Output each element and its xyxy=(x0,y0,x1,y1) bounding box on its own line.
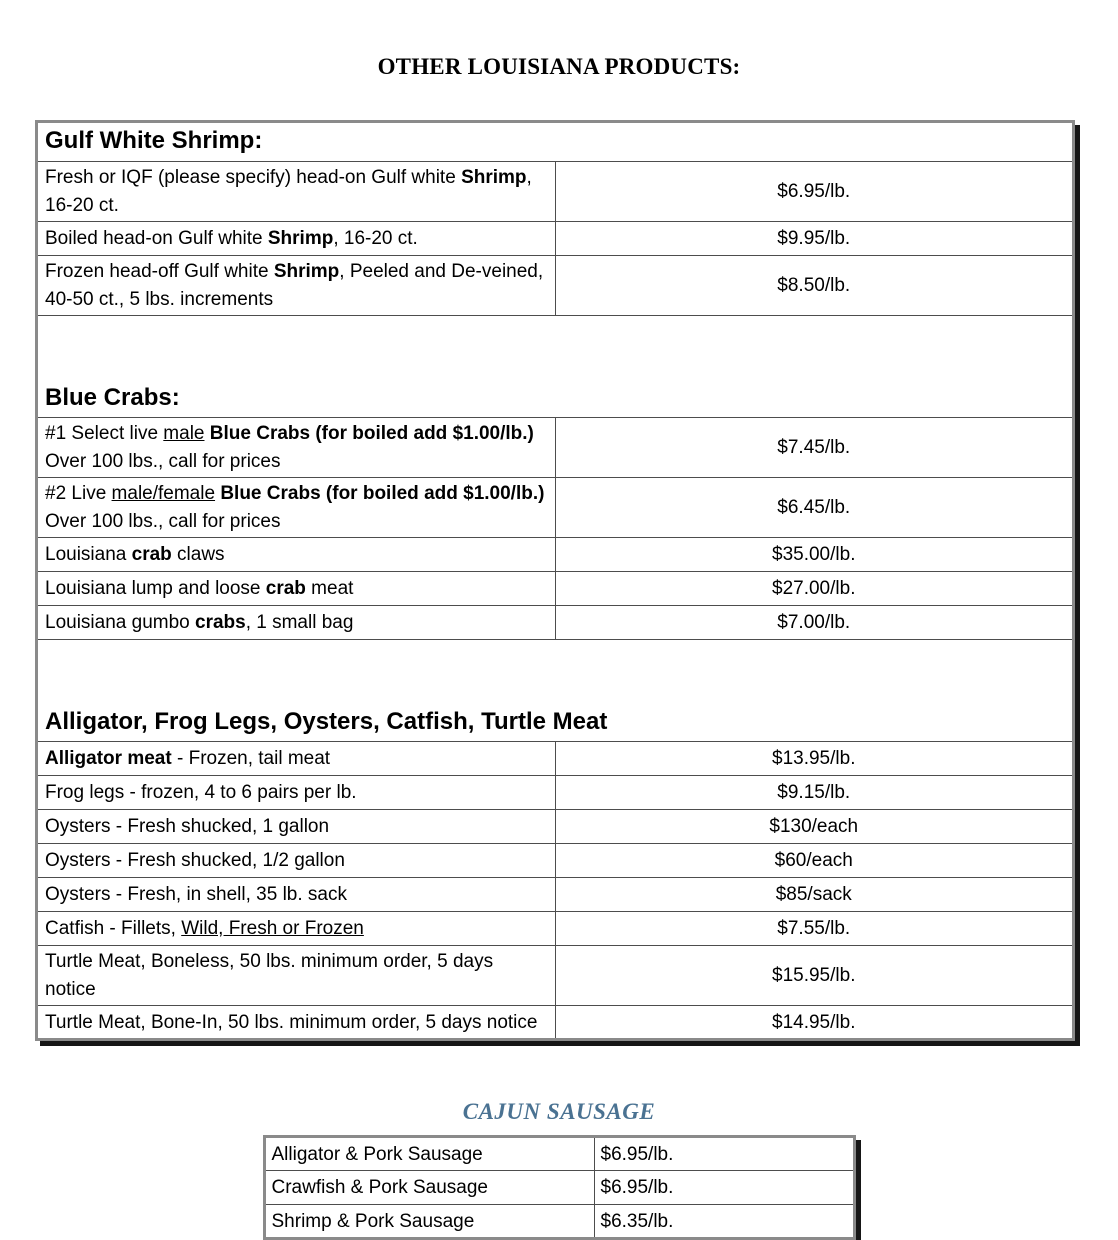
product-description: Catfish - Fillets, Wild, Fresh or Frozen xyxy=(37,912,556,946)
product-price: $8.50/lb. xyxy=(555,256,1074,316)
product-row xyxy=(37,946,1074,1006)
cajun-sausage-table xyxy=(263,1135,856,1240)
section-header-label: Alligator, Frog Legs, Oysters, Catfish, Turtle Meat xyxy=(45,707,608,735)
product-description: #2 Live male/female Blue Crabs (for boiled add $1.00/lb.) Over 100 lbs., call for prices xyxy=(37,478,556,538)
product-description: Oysters - Fresh shucked, 1/2 gallon xyxy=(37,844,556,878)
sausage-row xyxy=(264,1171,854,1205)
sausage-item: Shrimp & Pork Sausage xyxy=(264,1205,594,1239)
product-description: Boiled head-on Gulf white Shrimp, 16-20 ct. xyxy=(37,222,556,256)
section-header-row xyxy=(37,640,1074,742)
product-description: Oysters - Fresh, in shell, 35 lb. sack xyxy=(37,878,556,912)
product-description: Frog legs - frozen, 4 to 6 pairs per lb. xyxy=(37,776,556,810)
product-description: Turtle Meat, Bone-In, 50 lbs. minimum order, 5 days notice xyxy=(37,1006,556,1040)
product-row xyxy=(37,418,1074,478)
product-description: Louisiana lump and loose crab meat xyxy=(37,572,556,606)
product-description: Frozen head-off Gulf white Shrimp, Peeled and De-veined, 40-50 ct., 5 lbs. increments xyxy=(37,256,556,316)
product-row xyxy=(37,776,1074,810)
cajun-sausage-heading: CAJUN SAUSAGE xyxy=(462,1099,656,1125)
sausage-item: Alligator & Pork Sausage xyxy=(264,1137,594,1171)
section-header xyxy=(37,640,1074,742)
product-row xyxy=(37,810,1074,844)
section-header xyxy=(37,316,1074,418)
page-title: OTHER LOUISIANA PRODUCTS: xyxy=(377,54,741,79)
product-price: $9.95/lb. xyxy=(555,222,1074,256)
product-description: Fresh or IQF (please specify) head-on Gulf white Shrimp, 16-20 ct. xyxy=(37,162,556,222)
product-price: $35.00/lb. xyxy=(555,538,1074,572)
section-header xyxy=(37,122,1074,162)
product-price: $13.95/lb. xyxy=(555,742,1074,776)
product-description: Oysters - Fresh shucked, 1 gallon xyxy=(37,810,556,844)
product-row xyxy=(37,606,1074,640)
page xyxy=(0,54,1118,1240)
product-price: $14.95/lb. xyxy=(555,1006,1074,1040)
product-row xyxy=(37,256,1074,316)
product-price: $27.00/lb. xyxy=(555,572,1074,606)
product-price: $130/each xyxy=(555,810,1074,844)
product-row xyxy=(37,222,1074,256)
product-row xyxy=(37,162,1074,222)
section-header-row xyxy=(37,122,1074,162)
product-description: #1 Select live male Blue Crabs (for boiled add $1.00/lb.) Over 100 lbs., call for prices xyxy=(37,418,556,478)
product-row xyxy=(37,912,1074,946)
product-row xyxy=(37,572,1074,606)
product-price: $7.00/lb. xyxy=(555,606,1074,640)
product-description: Alligator meat - Frozen, tail meat xyxy=(37,742,556,776)
product-price: $6.45/lb. xyxy=(555,478,1074,538)
sausage-price: $6.95/lb. xyxy=(594,1171,854,1205)
sausage-item: Crawfish & Pork Sausage xyxy=(264,1171,594,1205)
section-header-label: Blue Crabs: xyxy=(45,383,180,411)
product-price: $7.55/lb. xyxy=(555,912,1074,946)
product-price: $60/each xyxy=(555,844,1074,878)
product-price: $6.95/lb. xyxy=(555,162,1074,222)
product-row xyxy=(37,742,1074,776)
product-row xyxy=(37,1006,1074,1040)
product-description: Louisiana crab claws xyxy=(37,538,556,572)
products-price-table xyxy=(35,120,1075,1041)
product-price: $15.95/lb. xyxy=(555,946,1074,1006)
cajun-sausage-table-body xyxy=(264,1137,854,1239)
product-row xyxy=(37,878,1074,912)
product-price: $7.45/lb. xyxy=(555,418,1074,478)
products-price-table-body xyxy=(37,122,1074,1040)
sausage-price: $6.35/lb. xyxy=(594,1205,854,1239)
product-price: $85/sack xyxy=(555,878,1074,912)
product-description: Turtle Meat, Boneless, 50 lbs. minimum order, 5 days notice xyxy=(37,946,556,1006)
section-header-row xyxy=(37,316,1074,418)
sausage-row xyxy=(264,1205,854,1239)
product-row xyxy=(37,844,1074,878)
section-header-label: Gulf White Shrimp: xyxy=(45,127,263,155)
product-row xyxy=(37,478,1074,538)
product-price: $9.15/lb. xyxy=(555,776,1074,810)
product-row xyxy=(37,538,1074,572)
product-description: Louisiana gumbo crabs, 1 small bag xyxy=(37,606,556,640)
sausage-price: $6.95/lb. xyxy=(594,1137,854,1171)
